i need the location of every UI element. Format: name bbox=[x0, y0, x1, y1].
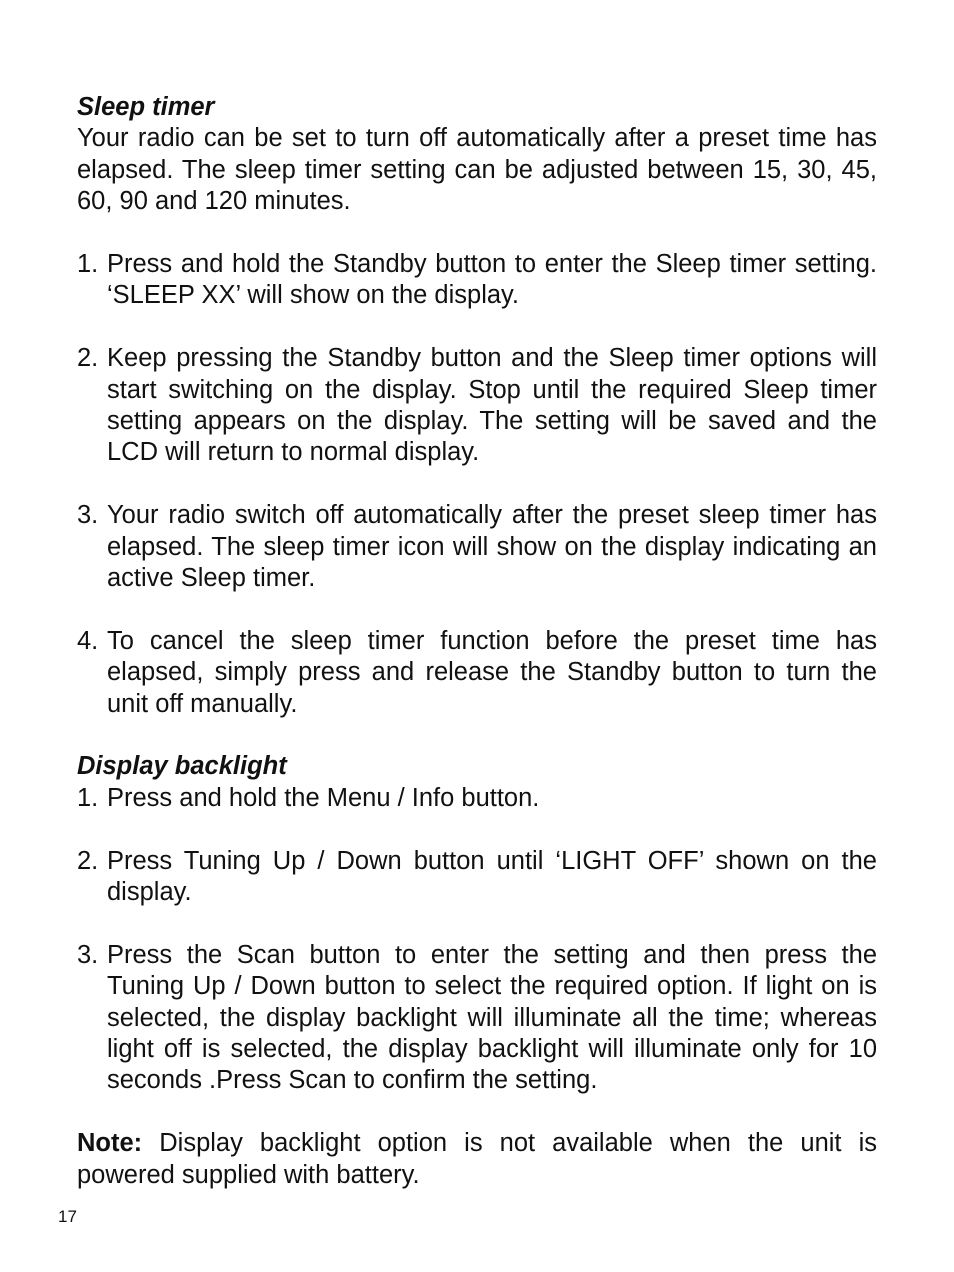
step-number: 1. bbox=[77, 783, 99, 812]
list-item bbox=[77, 783, 877, 814]
note-paragraph bbox=[77, 1128, 877, 1191]
step-text: Press and hold the Menu / Info button. bbox=[107, 783, 540, 812]
sleep-timer-intro: Your radio can be set to turn off automatically after a preset time has elapsed. The sleep timer setting can be adjusted between 15, 30, 45, 60, 90 and 120 minutes. bbox=[77, 124, 877, 216]
step-number: 4. bbox=[77, 626, 99, 655]
step-text: To cancel the sleep timer function before the preset time has elapsed, simply press and release the Standby button to turn the unit off manually. bbox=[107, 626, 877, 718]
sleep-timer-section bbox=[77, 92, 877, 751]
section-heading-display-backlight: Display backlight bbox=[77, 752, 287, 781]
list-item bbox=[77, 940, 877, 1097]
page-number: 17 bbox=[58, 1207, 77, 1226]
step-number: 2. bbox=[77, 846, 99, 875]
list-item bbox=[77, 626, 877, 720]
note-label: Note: bbox=[77, 1129, 143, 1158]
list-item bbox=[77, 343, 877, 469]
section-heading-sleep-timer: Sleep timer bbox=[77, 93, 215, 121]
step-text: Press the Scan button to enter the setting and then press the Tuning Up / Down button to select the required option. If light on is selected, the display backlight will illuminate all the time; whereas light off is selected, the display backlight will illuminate only for 10 seconds .Press Scan to confirm the setting. bbox=[107, 940, 877, 1095]
display-backlight-section bbox=[77, 751, 877, 1128]
list-item bbox=[77, 846, 877, 909]
step-text: Press and hold the Standby button to enter the Sleep timer setting. ‘SLEEP XX’ will show on the display. bbox=[107, 250, 877, 310]
manual-page bbox=[77, 92, 877, 1191]
step-text: Press Tuning Up / Down button until ‘LIGHT OFF’ shown on the display. bbox=[107, 846, 877, 907]
step-number: 3. bbox=[77, 940, 99, 969]
step-number: 3. bbox=[77, 501, 99, 530]
step-text: Keep pressing the Standby button and the Sleep timer options will start switching on the display. Stop until the required Sleep timer setting appears on the display. The setting will be saved and the LCD will return to normal display. bbox=[107, 344, 877, 467]
list-item bbox=[77, 500, 877, 594]
list-item bbox=[77, 249, 877, 312]
step-number: 2. bbox=[77, 344, 99, 373]
note-text: Display backlight option is not available when the unit is powered supplied with battery. bbox=[77, 1129, 877, 1189]
step-number: 1. bbox=[77, 250, 99, 279]
step-text: Your radio switch off automatically after the preset sleep timer has elapsed. The sleep timer icon will show on the display indicating an active Sleep timer. bbox=[107, 501, 877, 593]
